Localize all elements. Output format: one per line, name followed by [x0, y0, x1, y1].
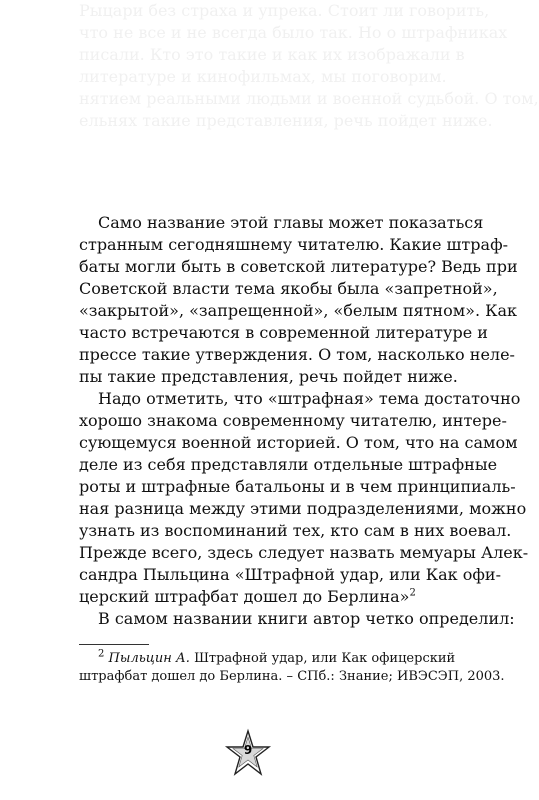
body-line: часто встречаются в современной литературе и: [79, 323, 488, 342]
body-line-text: церский штрафбат дошел до Берлина»: [79, 587, 410, 606]
body-line: деле из себя представляли отдельные штрафные: [79, 455, 498, 474]
footnote-author: Пыльцин А.: [108, 651, 190, 666]
body-line: странным сегодняшнему читателю. Какие штраф-: [79, 235, 508, 254]
footnote-title: Штрафной удар, или Как офицерский: [194, 651, 456, 666]
top-text-line: литературе и кинофильмах, мы поговорим.: [79, 67, 447, 86]
body-line: сандра Пыльцина «Штрафной удар, или Как офи-: [79, 565, 501, 584]
body-line: Надо отметить, что «штрафная» тема достаточно: [98, 389, 521, 408]
top-text-line: писали. Кто это такие и как их изображали в: [79, 45, 465, 64]
body-line: сующемуся военной историей. О том, что на самом: [79, 433, 518, 452]
body-line: пы такие представления, речь пойдет ниже.: [79, 367, 458, 386]
top-text-line: что не все и не всегда было так. Но о штрафниках: [79, 23, 508, 42]
body-line: узнать из воспоминаний тех, кто сам в них воевал.: [79, 521, 512, 540]
footnote-number: 2: [98, 648, 105, 660]
body-line: прессе такие утверждения. О том, насколько неле-: [79, 345, 515, 364]
footnote-rule: [79, 644, 149, 645]
top-text-line: Рыцари без страха и упрека. Стоит ли говорить,: [79, 1, 490, 20]
body-line: ная разница между этими подразделениями, можно: [79, 499, 527, 518]
footnote-line: штрафбат дошел до Берлина. – СПб.: Знание; ИВЭСЭП, 2003.: [79, 669, 505, 684]
body-line-with-footnote-ref: [79, 586, 427, 608]
top-text-line: нятием реальными людьми и военной судьбой. О том,: [79, 89, 539, 108]
footnote-ref: 2: [409, 587, 416, 599]
body-line: Советской власти тема якобы была «запретной»,: [79, 279, 498, 298]
body-line: Само название этой главы может показаться: [98, 213, 484, 232]
top-text-line: ельнях такие представления, речь пойдет ниже.: [79, 111, 493, 130]
body-line: хорошо знакома современному читателю, интере-: [79, 411, 507, 430]
page-number: 9: [243, 743, 253, 757]
body-line: роты и штрафные батальоны и в чем принципиаль-: [79, 477, 516, 496]
footnote-line: [79, 648, 456, 668]
body-line: Прежде всего, здесь следует назвать мемуары Алек-: [79, 543, 529, 562]
body-line: В самом названии книги автор четко определил:: [98, 609, 515, 628]
body-line: баты могли быть в советской литературе? Ведь при: [79, 257, 518, 276]
body-line: «закрытой», «запрещенной», «белым пятном». Как: [79, 301, 518, 320]
